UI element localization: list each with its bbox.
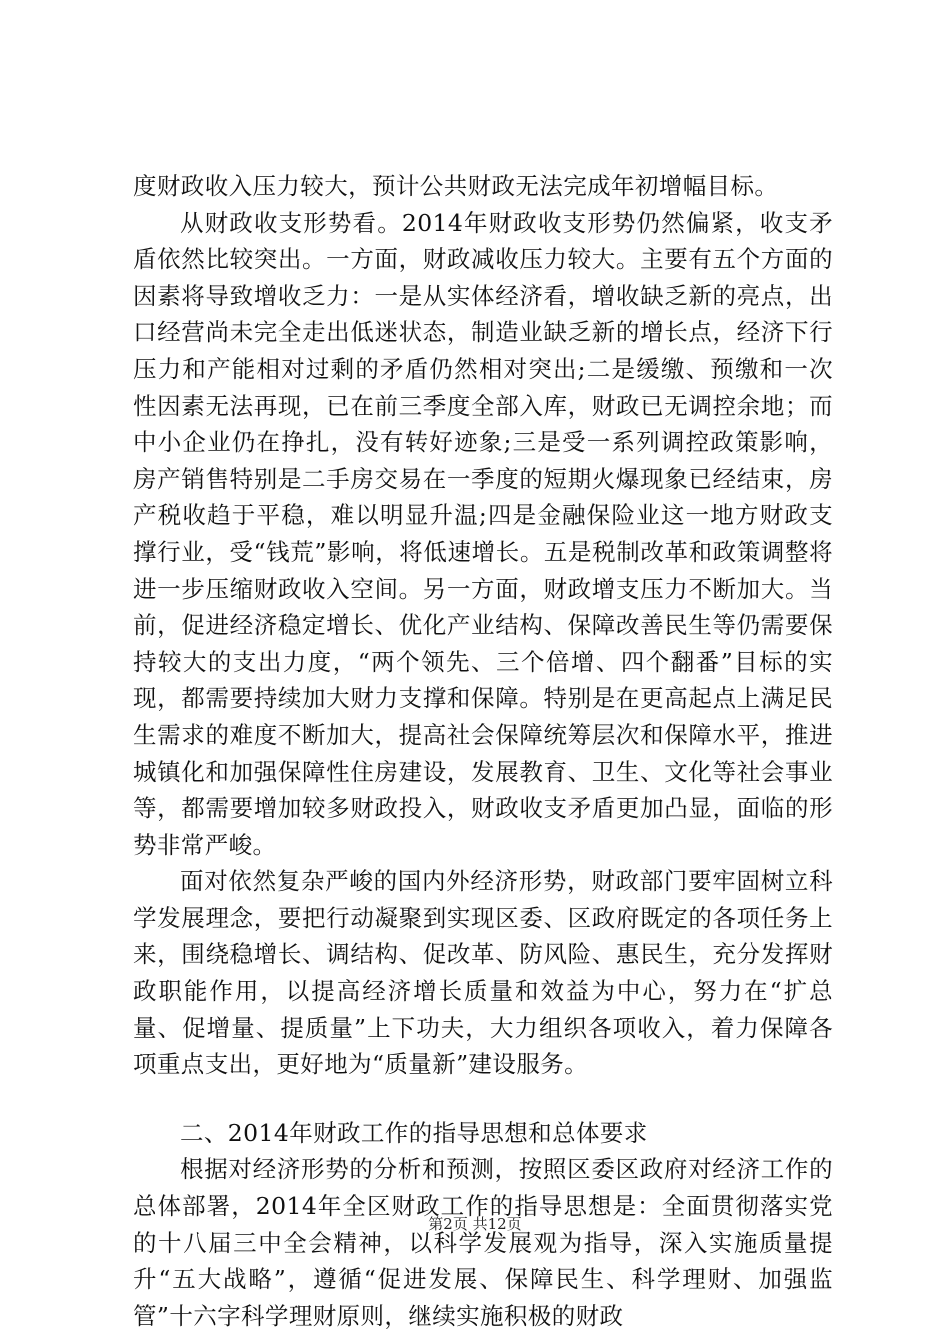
section-heading: 二、2014年财政工作的指导思想和总体要求 — [180, 1118, 648, 1147]
paragraph-fiscal-situation: 从财政收支形势看。2014年财政收支形势仍然偏紧，收支矛盾依然比较突出。一方面，财政减收压力较大。主要有五个方面的因素将导致增收乏力：一是从实体经济看，增收缺乏新的亮点，出口经营尚未完全走出低迷状态，制造业缺乏新的增长点，经济下行压力和产能相对过剩的矛盾仍然相对突出;二是缓缴、预缴和一次性因素无法再现，已在前三季度全部入库，财政已无调控余地；而中小企业仍在挣扎，没有转好迹象;三是受一系列调控政策影响，房产销售特别是二手房交易在一季度的短期火爆现象已经结束，房产税收趋于平稳，难以明显升温;四是金融保险业这一地方财政支撑行业，受“钱荒”影响，将低速增长。五是税制改革和政策调整将进一步压缩财政收入空间。另一方面，财政增支压力不断加大。当前，促进经济稳定增长、优化产业结构、保障改善民生等仍需要保持较大的支出力度，“两个领先、三个倍增、四个翻番”目标的实现，都需要持续加大财力支撑和保障。特别是在更高起点上满足民生需求的难度不断加大，提高社会保障统筹层次和保障水平，推进城镇化和加强保障性住房建设，发展教育、卫生、文化等社会事业等，都需要增加较多财政投入，财政收支矛盾更加凸显，面临的形势非常严峻。 — [133, 208, 833, 859]
paragraph-guiding-ideology: 根据对经济形势的分析和预测，按照区委区政府对经济工作的总体部署，2014年全区财政工作的指导思想是：全面贯彻落实党的十八届三中全会精神，以科学发展观为指导，深入实施质量提升“五大战略”，遵循“促进发展、保障民生、科学理财、加强监管”十六字科学理财原则，继续实施积极的财政 — [133, 1155, 833, 1330]
paragraph-continued: 度财政收入压力较大，预计公共财政无法完成年初增幅目标。 — [133, 172, 779, 200]
paragraph-fiscal-response: 面对依然复杂严峻的国内外经济形势，财政部门要牢固树立科学发展理念，要把行动凝聚到实现区委、区政府既定的各项任务上来，围绕稳增长、调结构、促改革、防风险、惠民生，充分发挥财政职能作用，以提高经济增长质量和效益为中心，努力在“扩总量、促增量、提质量”上下功夫，大力组织各项收入，着力保障各项重点支出，更好地为“质量新”建设服务。 — [133, 867, 833, 1079]
document-body — [133, 168, 833, 1334]
page-footer: 第2页 共12页 — [428, 1215, 522, 1233]
